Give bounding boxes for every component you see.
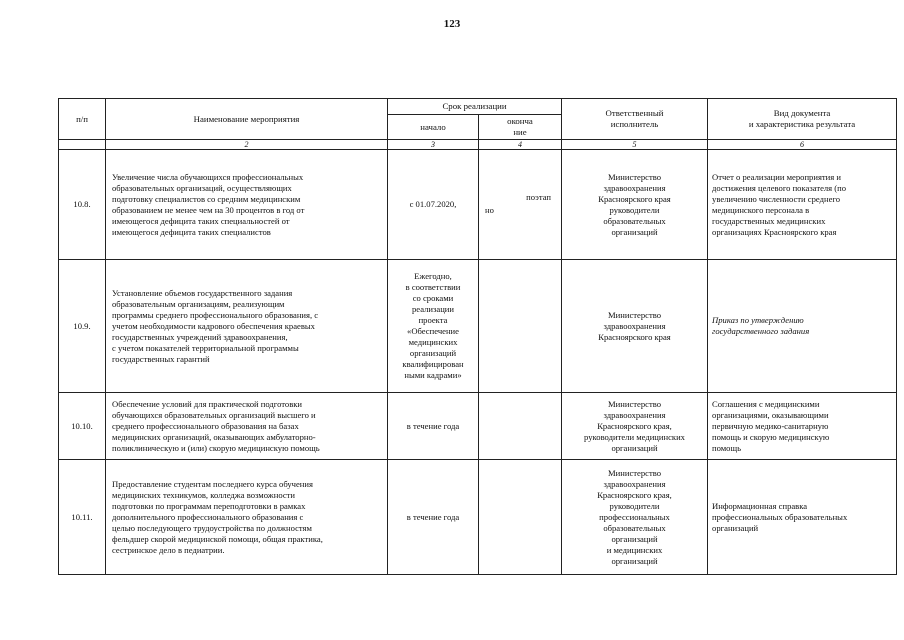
header-responsible: Ответственный исполнитель	[562, 99, 708, 140]
column-number: 2	[106, 140, 388, 150]
start-date: с 01.07.2020,	[388, 150, 479, 260]
column-number-row	[59, 140, 897, 150]
column-number: 4	[479, 140, 562, 150]
page-number: 123	[443, 18, 461, 30]
activities-table	[58, 98, 897, 575]
header-start: начало	[388, 115, 479, 140]
start-date: Ежегодно, в соответствии со сроками реализации проекта «Обеспечение медицинских организаций квалифицирован ными кадрами»	[388, 260, 479, 393]
row-number: 10.8.	[59, 150, 106, 260]
table-row	[59, 150, 897, 260]
end-date	[479, 393, 562, 460]
end-date-top: поэтап	[526, 192, 552, 202]
end-date-bottom: но	[485, 205, 494, 215]
activity-name: Установление объемов государственного задания образовательным организациям, реализующим программы среднего профессионального образования, с учетом необходимости кадрового обеспечения краевых государственных учреждений здравоохранения, с учетом показателей территориальной программы государственных гарантий	[106, 260, 388, 393]
header-activity-name: Наименование мероприятия	[106, 99, 388, 140]
document-result: Информационная справка профессиональных образовательных организаций	[708, 460, 897, 575]
column-number: 6	[708, 140, 897, 150]
header-end: оконча ние	[479, 115, 562, 140]
table-row	[59, 460, 897, 575]
column-number: 5	[562, 140, 708, 150]
responsible: Министерство здравоохранения Красноярского края руководители образовательных организаций	[562, 150, 708, 260]
responsible: Министерство здравоохранения Красноярского края, руководители профессиональных образовательных организаций и медицинских организаций	[562, 460, 708, 575]
activity-name: Предоставление студентам последнего курса обучения медицинских техникумов, колледжа возможности подготовки по программам переподготовки в рамках дополнительного профессионального образования с целью последующего трудоустройства по должностям фельдшер скорой медицинской помощи, общая практика, сестринское дело в педиатрии.	[106, 460, 388, 575]
activity-name: Обеспечение условий для практической подготовки обучающихся образовательных организаций высшего и среднего профессионального образования на базах медицинских организаций, оказывающих амбулаторно- поликлиническую и (или) скорую медицинскую помощь	[106, 393, 388, 460]
activity-name: Увеличение числа обучающихся профессиональных образовательных организаций, осуществляющих подготовку специалистов со средним медицинским образованием не менее чем на 30 процентов в год от имеющегося дефицита таких специальностей от имеющегося дефицита таких специалистов	[106, 150, 388, 260]
table-row	[59, 260, 897, 393]
row-number: 10.11.	[59, 460, 106, 575]
document-result: Соглашения с медицинскими организациями, оказывающими первичную медико-санитарную помощь и скорую медицинскую помощь	[708, 393, 897, 460]
row-number: 10.10.	[59, 393, 106, 460]
responsible: Министерство здравоохранения Красноярского края	[562, 260, 708, 393]
end-date	[479, 150, 562, 260]
table-row	[59, 393, 897, 460]
row-number: 10.9.	[59, 260, 106, 393]
document-result: Приказ по утверждению государственного задания	[708, 260, 897, 393]
header-document: Вид документа и характеристика результата	[708, 99, 897, 140]
document-result: Отчет о реализации мероприятия и достижения целевого показателя (по увеличению численности среднего медицинского персонала в государственных медицинских организациях Красноярского края	[708, 150, 897, 260]
end-date	[479, 460, 562, 575]
header-term: Срок реализации	[388, 99, 562, 115]
start-date: в течение года	[388, 460, 479, 575]
header-pp: п/п	[59, 99, 106, 140]
start-date: в течение года	[388, 393, 479, 460]
column-number	[59, 140, 106, 150]
end-date	[479, 260, 562, 393]
responsible: Министерство здравоохранения Красноярского края, руководители медицинских организаций	[562, 393, 708, 460]
column-number: 3	[388, 140, 479, 150]
